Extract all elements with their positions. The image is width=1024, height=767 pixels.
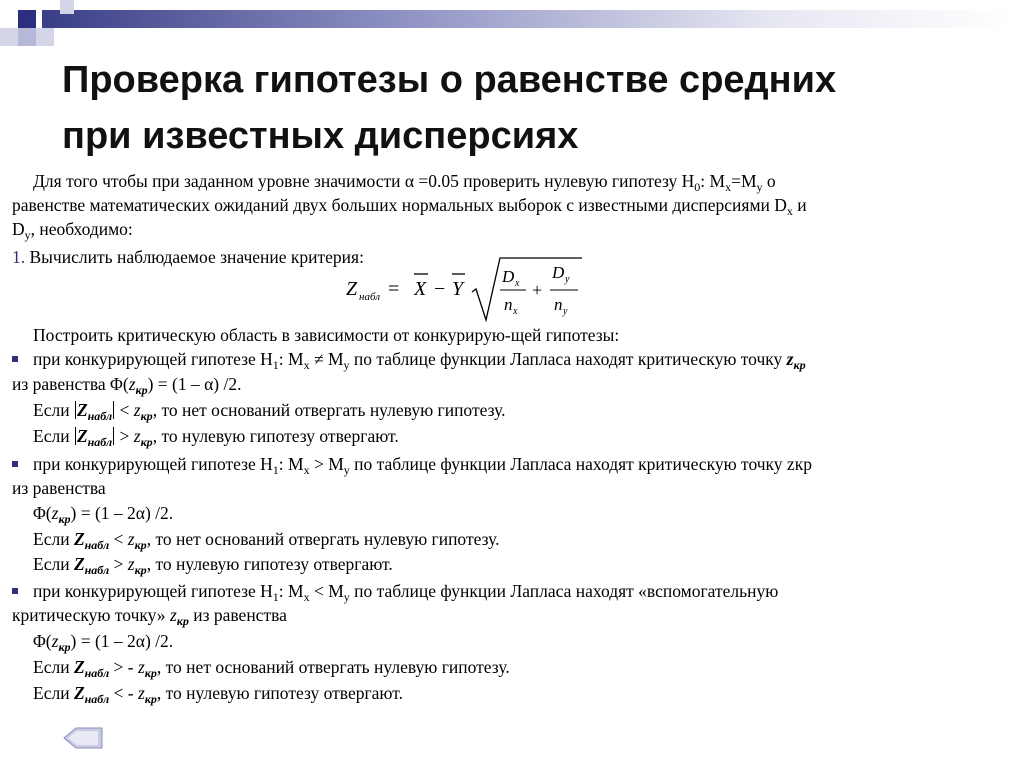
back-arrow-icon[interactable] — [62, 726, 104, 750]
case-3-line-1: при конкурирующей гипотезе $H_1$: $M_x < M_y$ по таблице функции Лапласа находят «вспомогательную — [33, 581, 779, 604]
svg-text:X: X — [414, 278, 427, 300]
svg-text:Y: Y — [452, 278, 464, 300]
svg-text:n: n — [554, 295, 563, 314]
intro-line-2: равенстве математических ожиданий двух больших нормальных выборок с известными дисперсиями $D_x$ и — [12, 195, 807, 218]
case-1-if-2: Если $Z_{набл} > z_{кр}$, то нулевую гипотезу отвергают. — [33, 426, 399, 449]
case-2-line-1: при конкурирующей гипотезе $H_1$: $M_x > M_y$ по таблице функции Лапласа находят критическую точку zкр — [33, 454, 812, 477]
case-2-line-2: из равенства — [12, 478, 106, 498]
square-bullet-icon — [12, 588, 18, 594]
svg-text:x: x — [515, 278, 520, 289]
svg-text:n: n — [504, 295, 513, 314]
criterion-formula — [340, 252, 600, 322]
svg-text:+: + — [532, 280, 543, 300]
square-bullet-icon — [12, 356, 18, 362]
case-1-line-1: при конкурирующей гипотезе $H_1$: $M_x \ne M_y$ по таблице функции Лапласа находят критическую точку $z_{кр}$ — [33, 349, 806, 372]
intro-line-3: $D_y$, необходимо: — [12, 219, 133, 242]
svg-text:x: x — [513, 306, 518, 317]
svg-text:y: y — [563, 306, 568, 317]
svg-text:−: − — [434, 278, 446, 300]
case-1-line-2: из равенства $\Phi(z_{кр}) = (1 - \alpha)$ /2. — [12, 374, 242, 397]
header-bar — [42, 10, 1012, 28]
case-2-if-2: Если $Z_{набл} > z_{кр}$, то нулевую гипотезу отвергают. — [33, 554, 393, 577]
svg-text:набл: набл — [359, 291, 381, 303]
title-line-2: при известных дисперсиях — [62, 115, 579, 157]
case-2-phi: $\Phi(z_{кр}) = (1 - 2\alpha)$ /2. — [33, 503, 174, 526]
title-line-1: Проверка гипотезы о равенстве средних — [62, 59, 837, 101]
case-3-line-2: критическую точку» $z_{кр}$ из равенства — [12, 605, 287, 628]
intro-line-1: Для того чтобы при заданном уровне значимости α =0.05 проверить нулевую гипотезу $H_0$: $M_x=M_y$ о — [33, 171, 776, 194]
step-1: 1. Вычислить наблюдаемое значение критерия: — [12, 247, 364, 267]
case-3-if-2: Если $Z_{набл}$ < - $z_{кр}$, то нулевую гипотезу отвергают. — [33, 683, 403, 706]
svg-text:Z: Z — [346, 278, 358, 300]
svg-text:D: D — [502, 267, 515, 286]
case-3-phi: $\Phi(z_{кр}) = (1 - 2\alpha)$ /2. — [33, 631, 174, 654]
case-3-if-1: Если $Z_{набл}$ > - $z_{кр}$, то нет оснований отвергать нулевую гипотезу. — [33, 657, 510, 680]
svg-text:D: D — [552, 263, 565, 282]
case-1-if-1: Если $Z_{набл} < z_{кр}$, то нет оснований отвергать нулевую гипотезу. — [33, 400, 506, 423]
corner-squares-icon — [0, 0, 80, 60]
square-bullet-icon — [12, 461, 18, 467]
case-2-if-1: Если $Z_{набл} < z_{кр}$, то нет оснований отвергать нулевую гипотезу. — [33, 529, 500, 552]
svg-text:=: = — [388, 278, 400, 300]
step-2: Построить критическую область в зависимости от конкурирую-щей гипотезы: — [33, 325, 620, 345]
svg-text:y: y — [565, 274, 570, 285]
page-title — [62, 52, 962, 164]
